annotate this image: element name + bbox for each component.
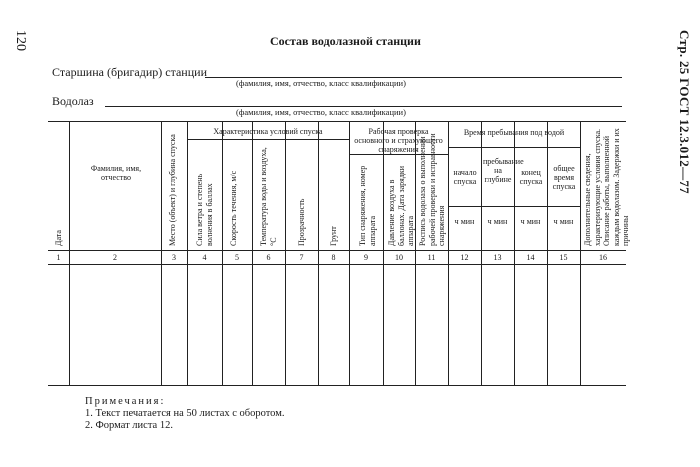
column-number: 2 [113,253,117,262]
header-wind-waves: Сила ветра и степень волнения в баллах [195,173,214,246]
column-number: 6 [266,253,271,262]
header-air-pressure: Давление воздуха в баллонах. Дата зарядки аппарата [387,165,415,246]
column-number: 16 [599,253,607,262]
header-location-depth: Место (объект) и глубина спуска [168,134,177,246]
column-number: 12 [460,253,469,262]
unit-at-depth: ч мин [487,217,508,226]
header-current-speed: Скорость течения, м/с [229,170,238,246]
header-ground: Грунт [329,226,338,246]
column-number: 9 [364,253,368,262]
column-number: 11 [427,253,436,262]
group-header-equipment-check: Рабочая проверка основного и страхующего снаряжения [354,127,443,154]
note-item: 1. Текст печатается на 50 листах с оборотом. [85,408,285,419]
station-table [48,121,630,386]
header-equipment-type: Тип снаряжения, номер аппарата [358,165,377,246]
unit-end: ч мин [520,217,541,226]
column-number: 5 [235,253,239,262]
header-transparency: Прозрачность [297,198,306,246]
standard-code: Стр. 25 ГОСТ 12.3.012—77 [677,30,692,194]
header-additional-info: Дополнительные сведения, характеризующие условия спуска. Описание работы, выполненной каждым водолазом. Задержки и их причины [583,128,630,246]
header-end: конец спуска [519,168,543,186]
header-date: Дата [54,230,63,246]
header-name: Фамилия, имя, отчество [90,164,142,182]
group-header-time: Время пребывания под водой [463,128,565,137]
column-number: 3 [172,253,176,262]
header-temperature: Температура воды и воздуха, °С [259,147,278,246]
foreman-label: Старшина (бригадир) станции [52,65,207,79]
unit-total-time: ч мин [553,217,574,226]
diver-hint: (фамилия, имя, отчество, класс квалификации) [236,107,406,117]
page-number: 120 [13,30,28,51]
column-number: 15 [559,253,568,262]
column-number: 14 [526,253,535,262]
notes [85,396,285,432]
header-start: начало спуска [453,168,477,186]
group-header-conditions: Характеристика условий спуска [213,127,323,136]
document-title: Состав водолазной станции [270,34,421,48]
column-number: 13 [493,253,502,262]
diver-label: Водолаз [52,94,94,108]
header-at-depth: пребывание на глубине [483,157,524,184]
foreman-hint: (фамилия, имя, отчество, класс квалификации) [236,78,406,88]
column-number: 1 [56,253,61,262]
column-number: 7 [299,253,304,262]
header-total-time: общее время спуска [552,164,576,191]
column-number: 8 [331,253,336,262]
column-number: 10 [395,253,403,262]
header-diver-signature: Роспись водолаза о выполнении рабочей проверки и исправности снаряжения [418,133,446,246]
unit-start: ч мин [454,217,475,226]
column-number: 4 [202,253,207,262]
notes-title: Примечания: [85,396,166,407]
note-item: 2. Формат листа 12. [85,420,173,431]
